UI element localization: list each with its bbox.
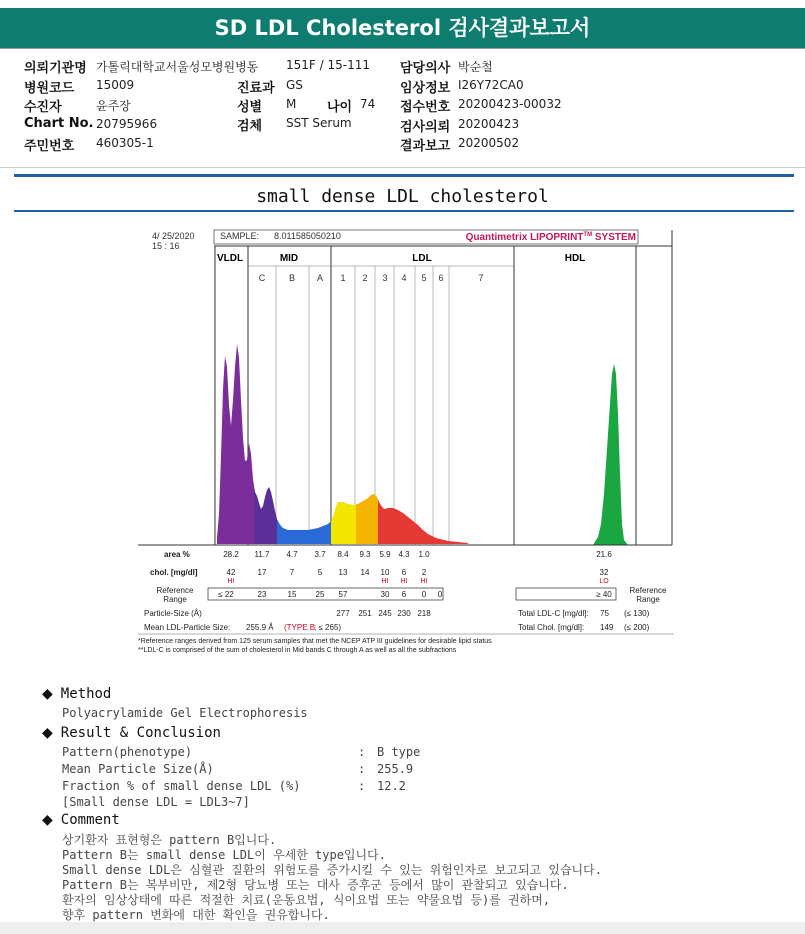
id-label: 주민번호 bbox=[24, 139, 75, 154]
total-ldl-value: 75 bbox=[600, 609, 609, 618]
ref-box-main bbox=[208, 588, 443, 600]
band-label: 3 bbox=[382, 273, 388, 283]
report-date-value: 20200502 bbox=[458, 136, 520, 150]
comment-line: 환자의 임상상태에 따른 적절한 치료(운동요법, 식이요법 또는 약물요법 등)를 권하며, bbox=[62, 893, 551, 907]
total-chol-ref: (≤ 200) bbox=[624, 623, 650, 632]
ref-value: 25 bbox=[315, 590, 325, 599]
brand-label bbox=[466, 232, 636, 243]
brand-prefix: Quantimetrix bbox=[465, 232, 531, 243]
band-label: 5 bbox=[421, 273, 427, 283]
clinical-value: I26Y72CA0 bbox=[458, 78, 524, 92]
group-vldl: VLDL bbox=[216, 253, 244, 264]
ref-label-2: Range bbox=[163, 595, 187, 604]
doctor-value: 박순철 bbox=[458, 60, 493, 74]
result-heading bbox=[42, 725, 221, 741]
data-table bbox=[138, 550, 667, 654]
area-value: 5.9 bbox=[379, 550, 391, 559]
area-value: 4.7 bbox=[286, 550, 298, 559]
brand-tm: TM bbox=[583, 232, 593, 238]
ward-value: 151F / 15-111 bbox=[286, 58, 370, 72]
top-rule bbox=[14, 174, 794, 177]
comment-line: 상기환자 표현형은 pattern B입니다. bbox=[62, 833, 277, 847]
ref-value: 30 bbox=[380, 590, 390, 599]
ref-value: 6 bbox=[401, 590, 407, 599]
comment-heading bbox=[42, 812, 120, 828]
ref-value: 23 bbox=[257, 590, 267, 599]
band-label: C bbox=[258, 273, 266, 283]
receipt-value: 20200423-00032 bbox=[458, 97, 562, 111]
flag-hi: HI bbox=[400, 578, 408, 585]
mean-size-type: (TYPE B bbox=[284, 623, 316, 632]
result-label: Mean Particle Size(Å) bbox=[62, 762, 214, 776]
diamond-bullet-icon: ◆ bbox=[42, 812, 53, 828]
section-title: small dense LDL cholesterol bbox=[256, 186, 549, 207]
specimen-value: SST Serum bbox=[286, 116, 352, 130]
report-title-bar: SD LDL Cholesterol 검사결과보고서 bbox=[0, 8, 805, 48]
method-title: Method bbox=[60, 686, 112, 702]
group-mid: MID bbox=[279, 253, 299, 264]
lipoprint-chart bbox=[138, 224, 678, 654]
result-value: 12.2 bbox=[377, 779, 406, 793]
particle-size-label: Particle-Size (Å) bbox=[144, 609, 202, 618]
ref-label-right-1: Reference bbox=[629, 586, 667, 595]
total-chol-label: Total Chol. [mg/dl]: bbox=[518, 623, 585, 632]
flag-hi: HI bbox=[227, 578, 235, 585]
flag-hi: HI bbox=[381, 578, 389, 585]
sex-value: M bbox=[286, 97, 297, 111]
specimen-label: 검체 bbox=[237, 119, 263, 134]
code-value: 15009 bbox=[96, 78, 135, 92]
chol-value: 10 bbox=[380, 568, 390, 577]
method-heading bbox=[42, 686, 111, 702]
run-time: 15 : 16 bbox=[152, 241, 180, 251]
ref-value-hdl: ≥ 40 bbox=[596, 590, 612, 599]
diamond-bullet-icon: ◆ bbox=[42, 725, 53, 741]
area-value: 8.4 bbox=[337, 550, 349, 559]
group-ldl: LDL bbox=[412, 253, 432, 264]
report-date-label: 결과보고 bbox=[400, 139, 451, 154]
footnote-1: *Reference ranges derived from 125 serum samples that met the NCEP ATP III guidelines for desirable lipid status bbox=[138, 638, 492, 645]
comment-line: Pattern B는 복부비만, 제2형 당뇨병 또는 대사 증후군 등에서 많이 관찰되고 있습니다. bbox=[62, 878, 569, 892]
particle-size-value: 230 bbox=[397, 609, 411, 618]
dept-label: 진료과 bbox=[237, 81, 275, 96]
footnote-2: **LDL-C is comprised of the sum of cholesterol in Mid bands C through A as well as all the subfractions bbox=[138, 647, 457, 654]
ref-value: 0 bbox=[421, 590, 427, 599]
request-value: 20200423 bbox=[458, 117, 520, 131]
id-value: 460305-1 bbox=[96, 136, 154, 150]
band-label: 6 bbox=[438, 273, 444, 283]
diamond-bullet-icon: ◆ bbox=[42, 686, 53, 702]
dept-value: GS bbox=[286, 78, 303, 92]
hospital-value: 가톨릭대학교서울성모병원병동 bbox=[96, 60, 259, 74]
band-labels bbox=[259, 273, 484, 283]
chart-value: 20795966 bbox=[96, 117, 158, 131]
band-label: 1 bbox=[340, 273, 346, 283]
doctor-label: 담당의사 bbox=[400, 61, 451, 76]
electrophoresis-trace bbox=[138, 344, 672, 545]
result-colon: : bbox=[358, 745, 366, 759]
clinical-label: 임상정보 bbox=[400, 81, 451, 96]
comment-line: Small dense LDL은 심혈관 질환의 위험도를 증가시킬 수 있는 위험인자로 보고되고 있습니다. bbox=[62, 863, 602, 877]
flag-lo: LO bbox=[599, 578, 609, 585]
comment-line: Pattern B는 small dense LDL이 우세한 type입니다. bbox=[62, 848, 386, 862]
sample-label: SAMPLE: bbox=[220, 231, 260, 241]
band-label: A bbox=[316, 273, 324, 283]
chol-value: 32 bbox=[599, 568, 609, 577]
area-value: 3.7 bbox=[314, 550, 326, 559]
request-label: 검사의뢰 bbox=[400, 120, 451, 135]
age-value: 74 bbox=[360, 97, 376, 111]
receipt-label: 접수번호 bbox=[400, 100, 451, 115]
total-ldl-label: Total LDL-C [mg/dl]: bbox=[518, 609, 589, 618]
area-value: 9.3 bbox=[359, 550, 371, 559]
result-colon: : bbox=[358, 762, 366, 776]
result-label: Pattern(phenotype) bbox=[62, 745, 193, 759]
band-label: B bbox=[288, 273, 296, 283]
area-value: 4.3 bbox=[398, 550, 410, 559]
brand-suffix: SYSTEM bbox=[592, 232, 636, 243]
chol-value: 2 bbox=[421, 568, 427, 577]
patient-label: 수진자 bbox=[24, 100, 62, 115]
result-label: Fraction % of small dense LDL (%) bbox=[62, 779, 301, 793]
chol-label: chol. [mg/dl] bbox=[150, 568, 198, 577]
particle-size-value: 218 bbox=[417, 609, 431, 618]
total-ldl-ref: (≤ 130) bbox=[624, 609, 650, 618]
ref-label-right-2: Range bbox=[636, 595, 660, 604]
chol-value: 13 bbox=[338, 568, 348, 577]
code-label: 병원코드 bbox=[24, 81, 75, 96]
chol-value: 7 bbox=[289, 568, 295, 577]
age-label: 나이 bbox=[327, 100, 353, 115]
comment-title: Comment bbox=[60, 812, 120, 828]
result-title: Result & Conclusion bbox=[60, 725, 221, 741]
area-value: 11.7 bbox=[254, 550, 270, 559]
bottom-rule bbox=[14, 210, 794, 212]
particle-size-value: 245 bbox=[378, 609, 392, 618]
sex-label: 성별 bbox=[237, 100, 263, 115]
chart-label: Chart No. bbox=[24, 116, 94, 131]
mean-size-label: Mean LDL-Particle Size: bbox=[144, 623, 231, 632]
result-value: B type bbox=[377, 745, 421, 759]
result-note: [Small dense LDL = LDL3~7] bbox=[62, 795, 250, 809]
ref-label-1: Reference bbox=[156, 586, 194, 595]
brand-name: LIPOPRINT bbox=[530, 232, 584, 243]
result-colon: : bbox=[358, 779, 366, 793]
mean-size-value: 255.9 Å bbox=[246, 623, 274, 632]
hospital-label: 의뢰기관명 bbox=[24, 61, 87, 76]
particle-size-value: 277 bbox=[336, 609, 350, 618]
ref-value: ≤ 22 bbox=[218, 590, 234, 599]
flag-hi: HI bbox=[420, 578, 428, 585]
ref-value: 57 bbox=[338, 590, 348, 599]
ref-value: 0 bbox=[437, 590, 443, 599]
page-bottom-strip bbox=[0, 922, 805, 934]
chol-value: 17 bbox=[257, 568, 267, 577]
sub-band-dividers bbox=[248, 266, 514, 545]
chol-value: 14 bbox=[360, 568, 370, 577]
band-label: 7 bbox=[478, 273, 484, 283]
patient-value: 윤주장 bbox=[96, 99, 131, 113]
area-value: 28.2 bbox=[223, 550, 239, 559]
chol-value: 6 bbox=[401, 568, 407, 577]
comment-line: 향후 pattern 변화에 대한 확인을 권유합니다. bbox=[62, 908, 330, 922]
particle-size-value: 251 bbox=[358, 609, 372, 618]
band-label: 2 bbox=[362, 273, 368, 283]
band-label: 4 bbox=[401, 273, 407, 283]
mean-size-ref: ; ≤ 265) bbox=[314, 623, 342, 632]
method-text: Polyacrylamide Gel Electrophoresis bbox=[62, 706, 308, 720]
lipoprint-report bbox=[138, 224, 678, 654]
area-value: 1.0 bbox=[418, 550, 430, 559]
area-value: 21.6 bbox=[596, 550, 612, 559]
area-label: area % bbox=[164, 550, 190, 559]
run-date: 4/ 25/2020 bbox=[152, 231, 195, 241]
ref-value: 15 bbox=[287, 590, 297, 599]
total-chol-value: 149 bbox=[600, 623, 614, 632]
sample-id: 8.011585050210 bbox=[274, 231, 341, 241]
group-hdl: HDL bbox=[564, 253, 586, 264]
patient-info-panel bbox=[0, 48, 805, 168]
chol-value: 42 bbox=[226, 568, 236, 577]
chol-value: 5 bbox=[317, 568, 323, 577]
result-value: 255.9 bbox=[377, 762, 414, 776]
